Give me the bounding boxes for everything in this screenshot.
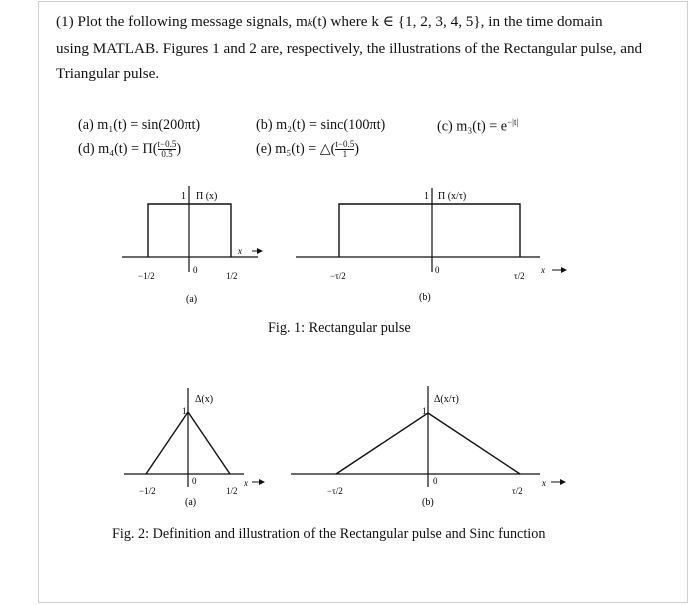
fig1b-left-tick: −τ/2 — [330, 271, 346, 281]
fig2b-tag: (b) — [422, 497, 434, 508]
fig1a-height-label: 1 — [181, 191, 186, 202]
fig2a-left-tick: −1/2 — [139, 486, 156, 496]
fig2b-axis-label: x — [542, 478, 546, 488]
problem-line-2: using MATLAB. Figures 1 and 2 are, respectively, the illustrations of the Rectangular pulse, and — [56, 40, 643, 57]
fig2b-zero-tick: 0 — [433, 476, 438, 486]
fig2a-func-label: Δ(x) — [195, 394, 214, 405]
fig1b-pulse — [339, 204, 520, 257]
fig2a-height-label: 1 — [182, 406, 187, 416]
fig2a-right-tick: 1/2 — [226, 486, 238, 496]
fig1b-right-tick: τ/2 — [514, 271, 525, 281]
equation-e: (e) m₅(t) = △( $\frac{t-0.5}{1}$ ) — [256, 139, 359, 159]
equation-d: (d) m₄(t) = Π( $\frac{t-0.5}{0.5}$ ) — [78, 139, 182, 159]
fig1b-plot — [296, 188, 566, 303]
equation-b: (b) m₂(t) = sinc(100πt) — [256, 117, 386, 133]
fig2b-left-tick: −τ/2 — [327, 486, 343, 496]
fig2b-height-label: 1 — [422, 406, 427, 416]
fig1a-zero-tick: 0 — [193, 265, 198, 275]
fig2a-plot — [124, 388, 264, 508]
fig1a-plot — [122, 186, 262, 305]
problem-line-3: Triangular pulse. — [56, 65, 160, 82]
equation-c: (c) $m_3(t) = e^{-|t|}$ — [437, 117, 519, 135]
fig2a-zero-tick: 0 — [192, 476, 197, 486]
fig2b-plot — [291, 386, 565, 508]
fig1b-height-label: 1 — [424, 191, 429, 202]
equation-a: (a) m₁(t) = sin(200πt) — [78, 117, 201, 133]
problem-line-1: (1) Plot the following message signals, mk(t) where k ∈ {1, 2, 3, 4, 5}, in the time domain — [56, 13, 603, 30]
fig1b-func-label: Π (x/τ) — [438, 191, 467, 202]
fig2-caption: Fig. 2: Definition and illustration of the Rectangular pulse and Sinc function — [112, 526, 546, 542]
fig1-caption: Fig. 1: Rectangular pulse — [268, 320, 411, 336]
fig1a-tag: (a) — [186, 294, 198, 305]
fig1b-zero-tick: 0 — [435, 265, 440, 275]
fig1b-tag: (b) — [419, 292, 431, 303]
fig1a-func-label: Π (x) — [196, 191, 218, 202]
fig1a-right-tick: 1/2 — [226, 271, 238, 281]
fig2b-func-label: Δ(x/τ) — [434, 394, 459, 405]
fig1a-left-tick: −1/2 — [138, 271, 155, 281]
fig2b-right-tick: τ/2 — [512, 486, 523, 496]
fig1a-axis-label: x — [238, 246, 242, 256]
fig2a-axis-label: x — [244, 478, 248, 488]
fig1b-axis-label: x — [541, 265, 545, 275]
fig2a-tag: (a) — [185, 497, 197, 508]
